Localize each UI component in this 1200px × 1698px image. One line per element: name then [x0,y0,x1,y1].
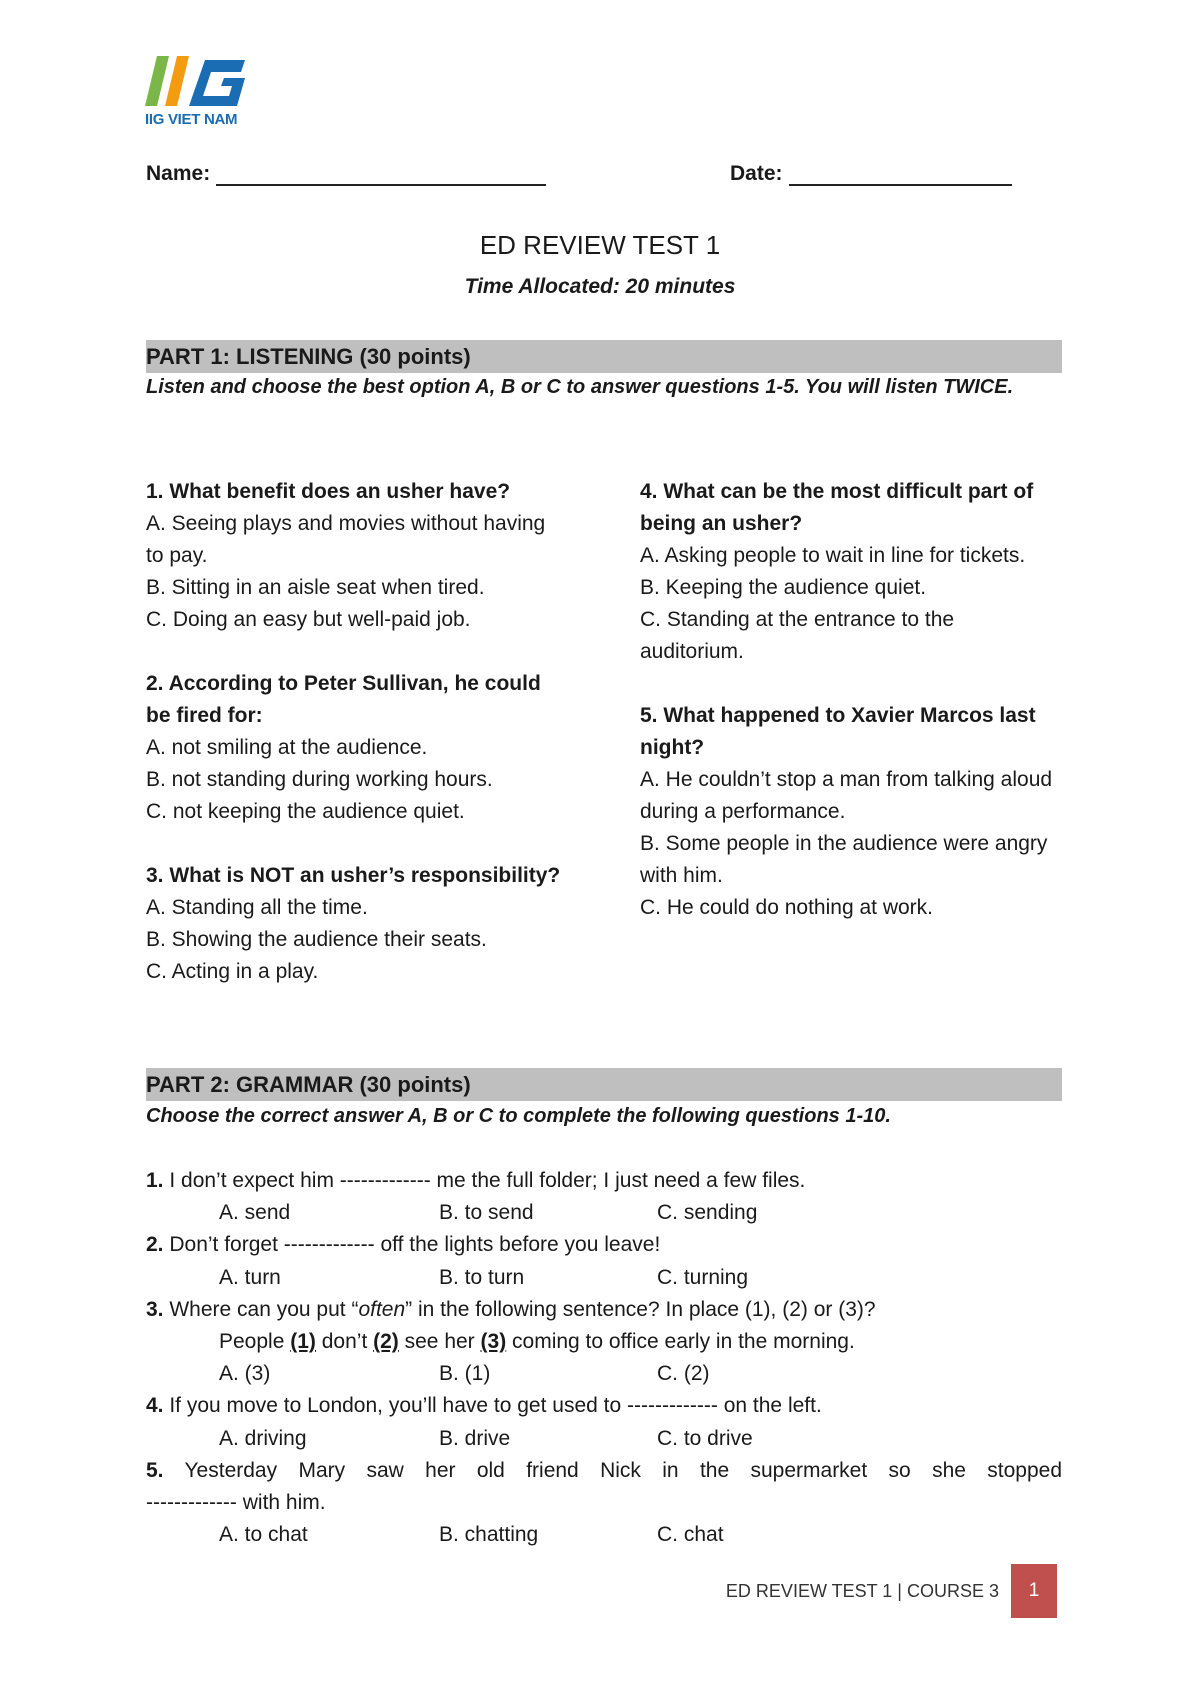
footer-text: ED REVIEW TEST 1 | COURSE 3 [725,1580,999,1601]
part2-heading: PART 2: GRAMMAR (30 points) [146,1072,471,1097]
question-number: 3. [146,1297,164,1321]
options-row [146,1358,1062,1390]
grammar-question-2 [146,1229,1062,1261]
grammar-questions [146,1165,1062,1551]
question-text-after: ” in the following sentence? In place (1), (2) or (3)? [405,1297,876,1321]
date-field [730,162,1012,186]
option-b[interactable]: B. chatting [439,1523,539,1547]
part1-right-column [640,476,1060,956]
iig-logo [145,56,255,130]
question-text-line1: Yesterday Mary saw her old friend Nick in the supermarket so she stopped [163,1458,1062,1482]
option-c[interactable]: C. to drive [657,1426,753,1450]
option-c[interactable]: C. Doing an easy but well-paid job. [146,608,471,631]
name-blank-line[interactable] [216,162,546,186]
option-b[interactable]: B. Keeping the audience quiet. [640,576,927,599]
logo-text: IIG VIET NAM [145,111,238,128]
option-a[interactable]: A. driving [219,1426,307,1450]
question-stem: 4. What can be the most difficult part of being an usher? [640,480,1034,535]
listening-question [640,476,1060,668]
option-a[interactable]: A. Seeing plays and movies without having to pay. [146,512,546,567]
option-b[interactable]: B. Some people in the audience were angry with him. [640,832,1048,887]
option-c[interactable]: C. Acting in a play. [146,960,319,983]
listening-question [640,700,1060,924]
part2-instruction: Choose the correct answer A, B or C to complete the following questions 1-10. [146,1105,891,1127]
question-text-line2: ------------- with him. [146,1490,326,1514]
option-a[interactable]: A. not smiling at the audience. [146,736,428,759]
question-number: 5. [146,1458,164,1482]
sentence-word: coming to office early in the morning. [506,1329,855,1353]
question-stem: 5. What happened to Xavier Marcos last night? [640,704,1036,759]
part1-heading: PART 1: LISTENING (30 points) [146,344,471,369]
question-number: 4. [146,1394,164,1418]
part1-heading-bar [146,340,1062,373]
grammar-question-5 [146,1455,1062,1487]
page-title: ED REVIEW TEST 1 [479,230,721,260]
option-c[interactable]: C. Standing at the entrance to the auditorium. [640,608,955,663]
option-b[interactable]: B. to turn [439,1265,525,1289]
option-a[interactable]: A. turn [219,1265,281,1289]
name-field [146,162,546,186]
question-text-before: Where can you put “ [163,1297,359,1321]
options-row [146,1519,1062,1551]
option-c[interactable]: C. turning [657,1265,749,1289]
option-b[interactable]: B. to send [439,1201,534,1225]
page-footer [726,1564,1057,1618]
options-row [146,1262,1062,1294]
option-a[interactable]: A. (3) [219,1362,271,1386]
grammar-question-3 [146,1294,1062,1326]
question-text: If you move to London, you’ll have to get used to ------------- on the left. [163,1394,822,1418]
sentence-word: People [219,1329,291,1353]
options-row [146,1197,1062,1229]
option-a[interactable]: A. Standing all the time. [146,896,368,919]
grammar-question-1 [146,1165,1062,1197]
question-stem: 2. According to Peter Sullivan, he could be fired for: [146,672,541,727]
option-b[interactable]: B. Showing the audience their seats. [146,928,487,951]
option-a[interactable]: A. send [219,1201,291,1225]
option-c[interactable]: C. not keeping the audience quiet. [146,800,465,823]
question-number: 2. [146,1233,164,1257]
date-blank-line[interactable] [789,162,1012,186]
position-marker-3: (3) [480,1329,507,1353]
options-row [146,1423,1062,1455]
sentence-word: see her [398,1329,481,1353]
option-c[interactable]: C. sending [657,1201,758,1225]
option-b[interactable]: B. drive [439,1426,511,1450]
option-a[interactable]: A. to chat [219,1523,308,1547]
position-marker-2: (2) [373,1329,399,1353]
option-c[interactable]: C. chat [657,1523,724,1547]
option-b[interactable]: B. Sitting in an aisle seat when tired. [146,576,485,599]
option-c[interactable]: C. (2) [657,1362,710,1386]
question-text: I don’t expect him ------------- me the full folder; I just need a few files. [163,1169,806,1192]
listening-question [146,476,566,636]
option-c[interactable]: C. He could do nothing at work. [640,896,933,919]
grammar-question-4 [146,1390,1062,1422]
example-sentence [146,1326,1062,1358]
part1-left-column [146,476,566,1020]
question-text: Don’t forget ------------- off the lights before you leave! [163,1233,661,1257]
listening-question [146,860,566,988]
option-a[interactable]: A. He couldn’t stop a man from talking aloud during a performance. [640,768,1053,823]
name-label: Name: [146,162,211,185]
option-b[interactable]: B. (1) [439,1362,491,1386]
question-text-italic: often [358,1297,406,1321]
question-number: 1. [146,1169,164,1192]
date-label: Date: [730,162,783,185]
time-allocated: Time Allocated: 20 minutes [464,275,736,298]
question-stem: 3. What is NOT an usher’s responsibility? [146,864,561,887]
position-marker-1: (1) [290,1329,316,1353]
part2-heading-bar [146,1068,1062,1101]
part1-instruction: Listen and choose the best option A, B or C to answer questions 1-5. You will listen TWICE. [146,376,1014,398]
question-stem: 1. What benefit does an usher have? [146,480,511,503]
iig-logo-mark [145,56,255,110]
page-number-badge: 1 [1011,1564,1057,1618]
sentence-word: don’t [315,1329,374,1353]
listening-question [146,668,566,828]
option-a[interactable]: A. Asking people to wait in line for tickets. [640,544,1026,567]
option-b[interactable]: B. not standing during working hours. [146,768,493,791]
